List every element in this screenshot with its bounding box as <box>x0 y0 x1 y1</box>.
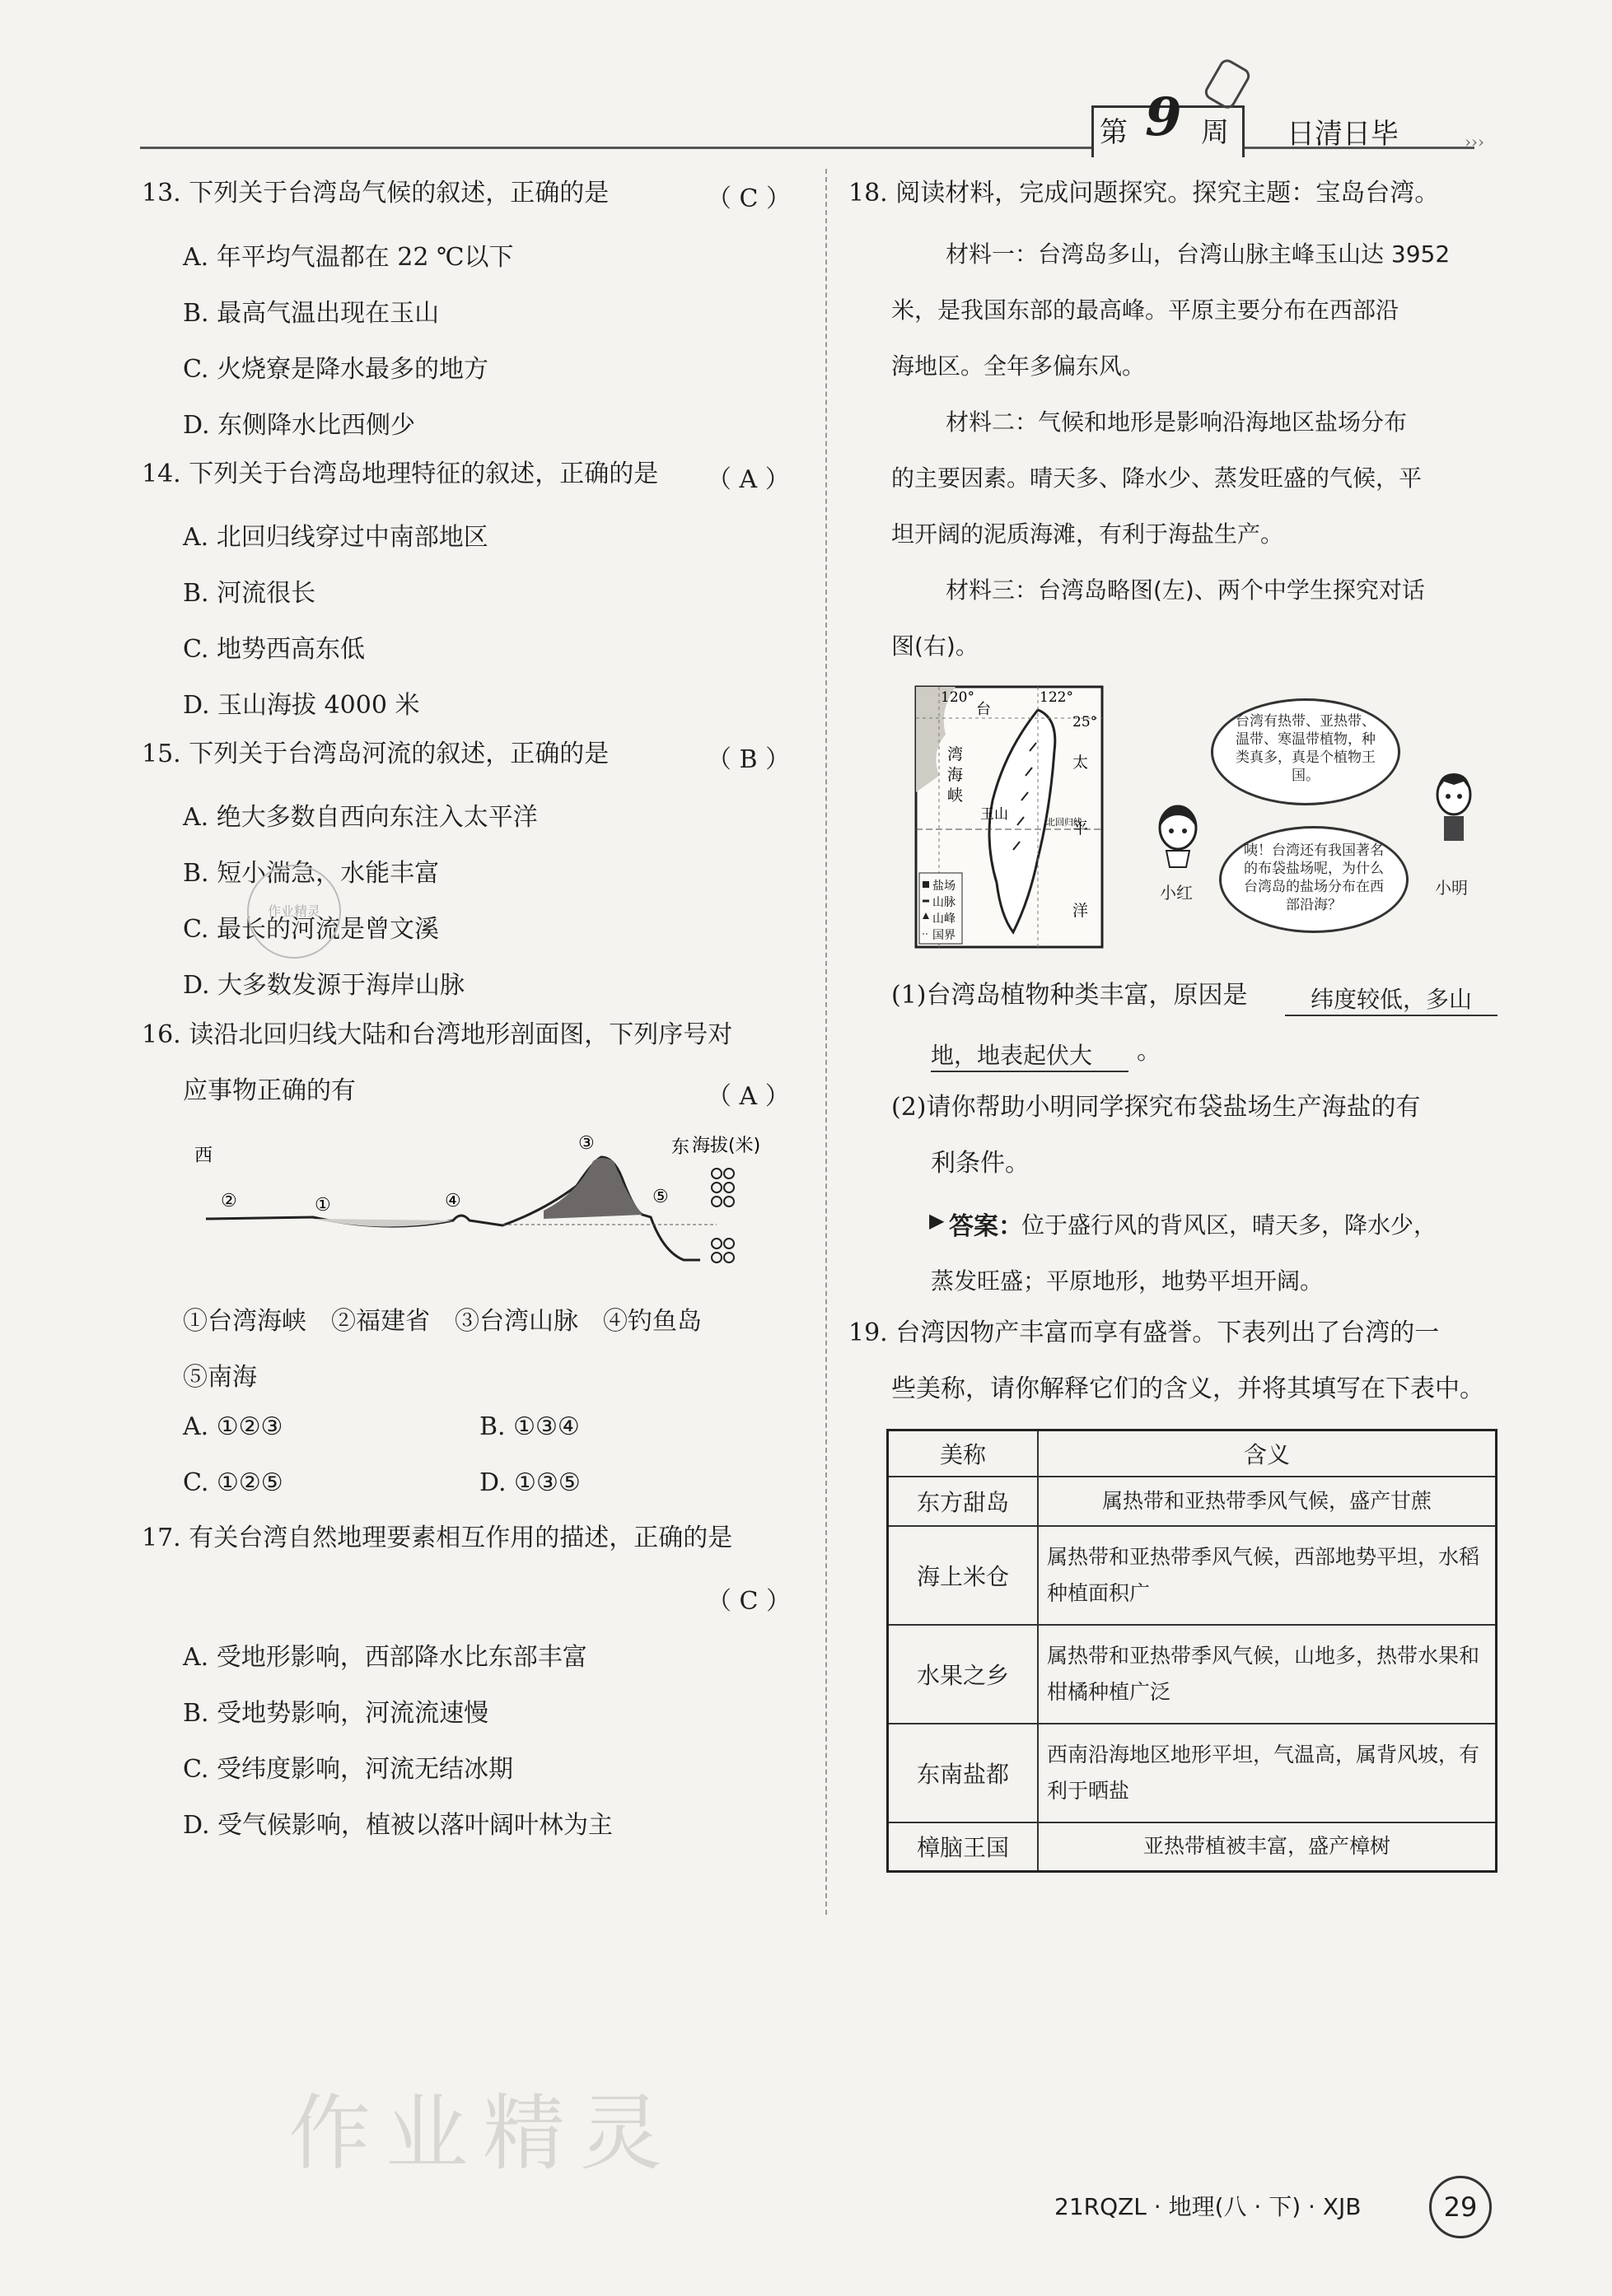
q16-mark-4: ④ <box>445 1191 461 1211</box>
q17-option-c: C. 受纬度影响，河流无结冰期 <box>183 1755 513 1784</box>
q16-answer: （ A ） <box>707 1082 790 1111</box>
q18-stem: 18. 阅读材料，完成问题探究。探究主题：宝岛台湾。 <box>848 179 1440 208</box>
clip-icon <box>1202 57 1253 112</box>
q13-option-d: D. 东侧降水比西侧少 <box>183 411 416 440</box>
q18-material1-line2: 米，是我国东部的最高峰。平原主要分布在西部沿 <box>891 296 1399 324</box>
q18-material2-line1: 材料二：气候和地形是影响沿海地区盐场分布 <box>946 408 1408 436</box>
table-cell-name: 东南盐都 <box>888 1724 1039 1822</box>
q16-mountain-fill <box>544 1158 642 1219</box>
table-cell-meaning: 属热带和亚热带季风气候，山地多，热带水果和柑橘种植广泛 <box>1038 1625 1497 1724</box>
watermark: 作业精灵 <box>288 2085 677 2182</box>
table-row <box>888 1822 1497 1872</box>
column-divider <box>825 169 827 1915</box>
map-yushan: 玉山 <box>980 806 1008 823</box>
q13-option-c: C. 火烧寮是降水最多的地方 <box>183 355 488 384</box>
q16-mark-2: ② <box>221 1191 237 1211</box>
table-cell-meaning: 西南沿海地区地形平坦，气温高，属背风坡，有利于晒盐 <box>1038 1724 1497 1822</box>
table-cell-name: 东方甜岛 <box>888 1477 1039 1526</box>
map-strait-3: 峡 <box>947 786 964 805</box>
map-lat: 25° <box>1072 714 1098 730</box>
footer-code: 21RQZL · 地理(八 · 下) · XJB <box>1054 2193 1362 2220</box>
q16-option-a: A. ①②③ <box>183 1412 283 1441</box>
q16-items-line1: ①台湾海峡 ②福建省 ③台湾山脉 ④钓鱼岛 <box>183 1307 702 1336</box>
q16-option-b: B. ①③④ <box>479 1412 580 1441</box>
xiaoming-speech-bubble: 咦！台湾还有我国著名的布袋盐场呢，为什么台湾岛的盐场分布在西部沿海？ <box>1219 826 1409 933</box>
q16-stem-line2: 应事物正确的有 <box>183 1076 356 1105</box>
q16-water <box>313 1219 453 1227</box>
q16-altitude-label: 海拔(米) <box>692 1136 761 1156</box>
table-header-meaning: 含义 <box>1038 1430 1497 1477</box>
q14-stem: 14. 下列关于台湾岛地理特征的叙述，正确的是 <box>142 460 659 488</box>
q13-option-a: A. 年平均气温都在 22 ℃以下 <box>183 243 514 272</box>
stamp-seal: 作业精灵 <box>247 865 341 959</box>
table-row <box>888 1477 1497 1526</box>
map-legend-mountain: 山脉 <box>932 896 956 909</box>
q19-stem-line2: 些美称，请你解释它们的含义，并将其填写在下表中。 <box>891 1374 1484 1403</box>
q16-mark-3: ③ <box>578 1133 595 1154</box>
q18-sub1-answer-a: 纬度较低，多山 <box>1285 982 1498 1016</box>
q17-option-d: D. 受气候影响，植被以落叶阔叶林为主 <box>183 1811 614 1840</box>
q18-sub1-end: 。 <box>1137 1037 1161 1066</box>
q16-profile-figure <box>189 1128 766 1285</box>
header-title: 日清日毕 <box>1287 118 1399 151</box>
q15-option-d: D. 大多数发源于海岸山脉 <box>183 971 465 1000</box>
q14-option-d: D. 玉山海拔 4000 米 <box>183 691 420 720</box>
q17-option-b: B. 受地势影响，河流流速慢 <box>183 1699 489 1728</box>
map-pacific-2: 平 <box>1072 819 1089 838</box>
header-arrows-icon: ››› <box>1465 132 1484 152</box>
q16-west-label: 西 <box>194 1146 213 1166</box>
q15-stem: 15. 下列关于台湾岛河流的叙述，正确的是 <box>142 740 610 768</box>
q16-altitude-scale <box>712 1169 734 1262</box>
table-cell-meaning: 属热带和亚热带季风气候，西部地势平坦，水稻种植面积广 <box>1038 1526 1497 1625</box>
q14-option-b: B. 河流很长 <box>183 579 316 608</box>
map-lon1: 120° <box>941 689 974 706</box>
q16-stem-line1: 16. 读沿北回归线大陆和台湾地形剖面图，下列序号对 <box>142 1020 733 1049</box>
table-header-name: 美称 <box>888 1430 1039 1477</box>
q16-mark-5: ⑤ <box>652 1187 669 1207</box>
q13-option-b: B. 最高气温出现在玉山 <box>183 299 440 328</box>
map-legend-border: 国界 <box>932 929 956 942</box>
map-tropic: 北回归线 <box>1046 817 1082 828</box>
q18-material3-line1: 材料三：台湾岛略图(左)、两个中学生探究对话 <box>946 576 1425 604</box>
table-cell-name: 水果之乡 <box>888 1625 1039 1724</box>
map-legend-peak: 山峰 <box>932 912 956 926</box>
table-cell-meaning: 属热带和亚热带季风气候，盛产甘蔗 <box>1038 1477 1497 1526</box>
q13-stem: 13. 下列关于台湾岛气候的叙述，正确的是 <box>142 179 610 208</box>
xiaohong-name: 小红 <box>1160 883 1193 903</box>
q15-option-b: B. 短小湍急，水能丰富 <box>183 859 440 888</box>
q14-answer: （ A ） <box>707 465 790 494</box>
table-cell-name: 海上米仓 <box>888 1526 1039 1625</box>
q18-material1-line1: 材料一：台湾岛多山，台湾山脉主峰玉山达 3952 <box>946 240 1451 268</box>
answer-arrow-icon: ▶ <box>929 1209 945 1232</box>
map-legend-salt: 盐场 <box>932 880 956 893</box>
q18-material3-line2: 图(右)。 <box>891 632 979 660</box>
q18-sub2-line1: (2)请你帮助小明同学探究布袋盐场生产海盐的有 <box>891 1093 1421 1122</box>
header-week-prefix: 第 <box>1100 116 1128 149</box>
map-pacific-3: 洋 <box>1072 902 1089 920</box>
page-number: 29 <box>1429 2176 1492 2238</box>
table-cell-name: 樟脑王国 <box>888 1822 1039 1872</box>
q16-east-label: 东 <box>671 1137 690 1158</box>
taiwan-map <box>914 685 1104 949</box>
q18-sub1-prefix: (1)台湾岛植物种类丰富，原因是 <box>891 981 1248 1010</box>
q17-answer: （ C ） <box>707 1587 792 1616</box>
q18-answer-line2: 蒸发旺盛；平原地形，地势平坦开阔。 <box>931 1267 1324 1295</box>
map-pacific-1: 太 <box>1072 754 1089 772</box>
xiaohong-avatar <box>1153 803 1203 869</box>
q19-table <box>886 1429 1498 1873</box>
q14-option-c: C. 地势西高东低 <box>183 635 365 664</box>
q18-material2-line2: 的主要因素。晴天多、降水少、蒸发旺盛的气候，平 <box>891 464 1423 492</box>
q15-answer: （ B ） <box>707 745 791 774</box>
table-cell-meaning: 亚热带植被丰富，盛产樟树 <box>1038 1822 1497 1872</box>
q18-material1-line3: 海地区。全年多偏东风。 <box>891 352 1146 380</box>
map-strait-1: 湾 <box>947 745 964 763</box>
map-tai-label: 台 <box>976 701 991 718</box>
q18-answer-line1: 位于盛行风的背风区，晴天多，降水少， <box>1021 1211 1437 1239</box>
q16-mark-1: ① <box>315 1195 331 1216</box>
q16-items-line2: ⑤南海 <box>183 1363 257 1392</box>
map-strait-2: 海 <box>947 766 964 784</box>
header-rule <box>140 147 1474 149</box>
q18-answer-label: 答案： <box>949 1212 1023 1241</box>
q18-sub1-answer-b: 地，地表起伏大 <box>931 1038 1128 1072</box>
q19-stem-line1: 19. 台湾因物产丰富而享有盛誉。下表列出了台湾的一 <box>848 1318 1440 1347</box>
q17-option-a: A. 受地形影响，西部降水比东部丰富 <box>183 1643 587 1672</box>
table-row <box>888 1625 1497 1724</box>
header-week-number: 9 <box>1145 86 1182 148</box>
table-row <box>888 1526 1497 1625</box>
q18-material2-line3: 坦开阔的泥质海滩，有利于海盐生产。 <box>891 520 1284 548</box>
table-row <box>888 1724 1497 1822</box>
q15-option-a: A. 绝大多数自西向东注入太平洋 <box>183 803 538 832</box>
q16-option-c: C. ①②⑤ <box>183 1468 283 1497</box>
xiaoming-avatar <box>1429 770 1479 852</box>
table-header-row <box>888 1430 1497 1477</box>
map-lon2: 122° <box>1040 689 1073 706</box>
q13-answer: （ C ） <box>707 184 792 213</box>
q18-sub2-line2: 利条件。 <box>931 1149 1030 1178</box>
q16-option-d: D. ①③⑤ <box>479 1468 581 1497</box>
header-week-suffix: 周 <box>1201 116 1229 149</box>
q14-option-a: A. 北回归线穿过中南部地区 <box>183 523 488 552</box>
xiaohong-speech-bubble: 台湾有热带、亚热带、温带、寒温带植物，种类真多，真是个植物王国。 <box>1211 698 1400 805</box>
xiaoming-name: 小明 <box>1435 878 1468 898</box>
q15-option-c: C. 最长的河流是曾文溪 <box>183 915 439 944</box>
q17-stem: 17. 有关台湾自然地理要素相互作用的描述，正确的是 <box>142 1524 733 1552</box>
